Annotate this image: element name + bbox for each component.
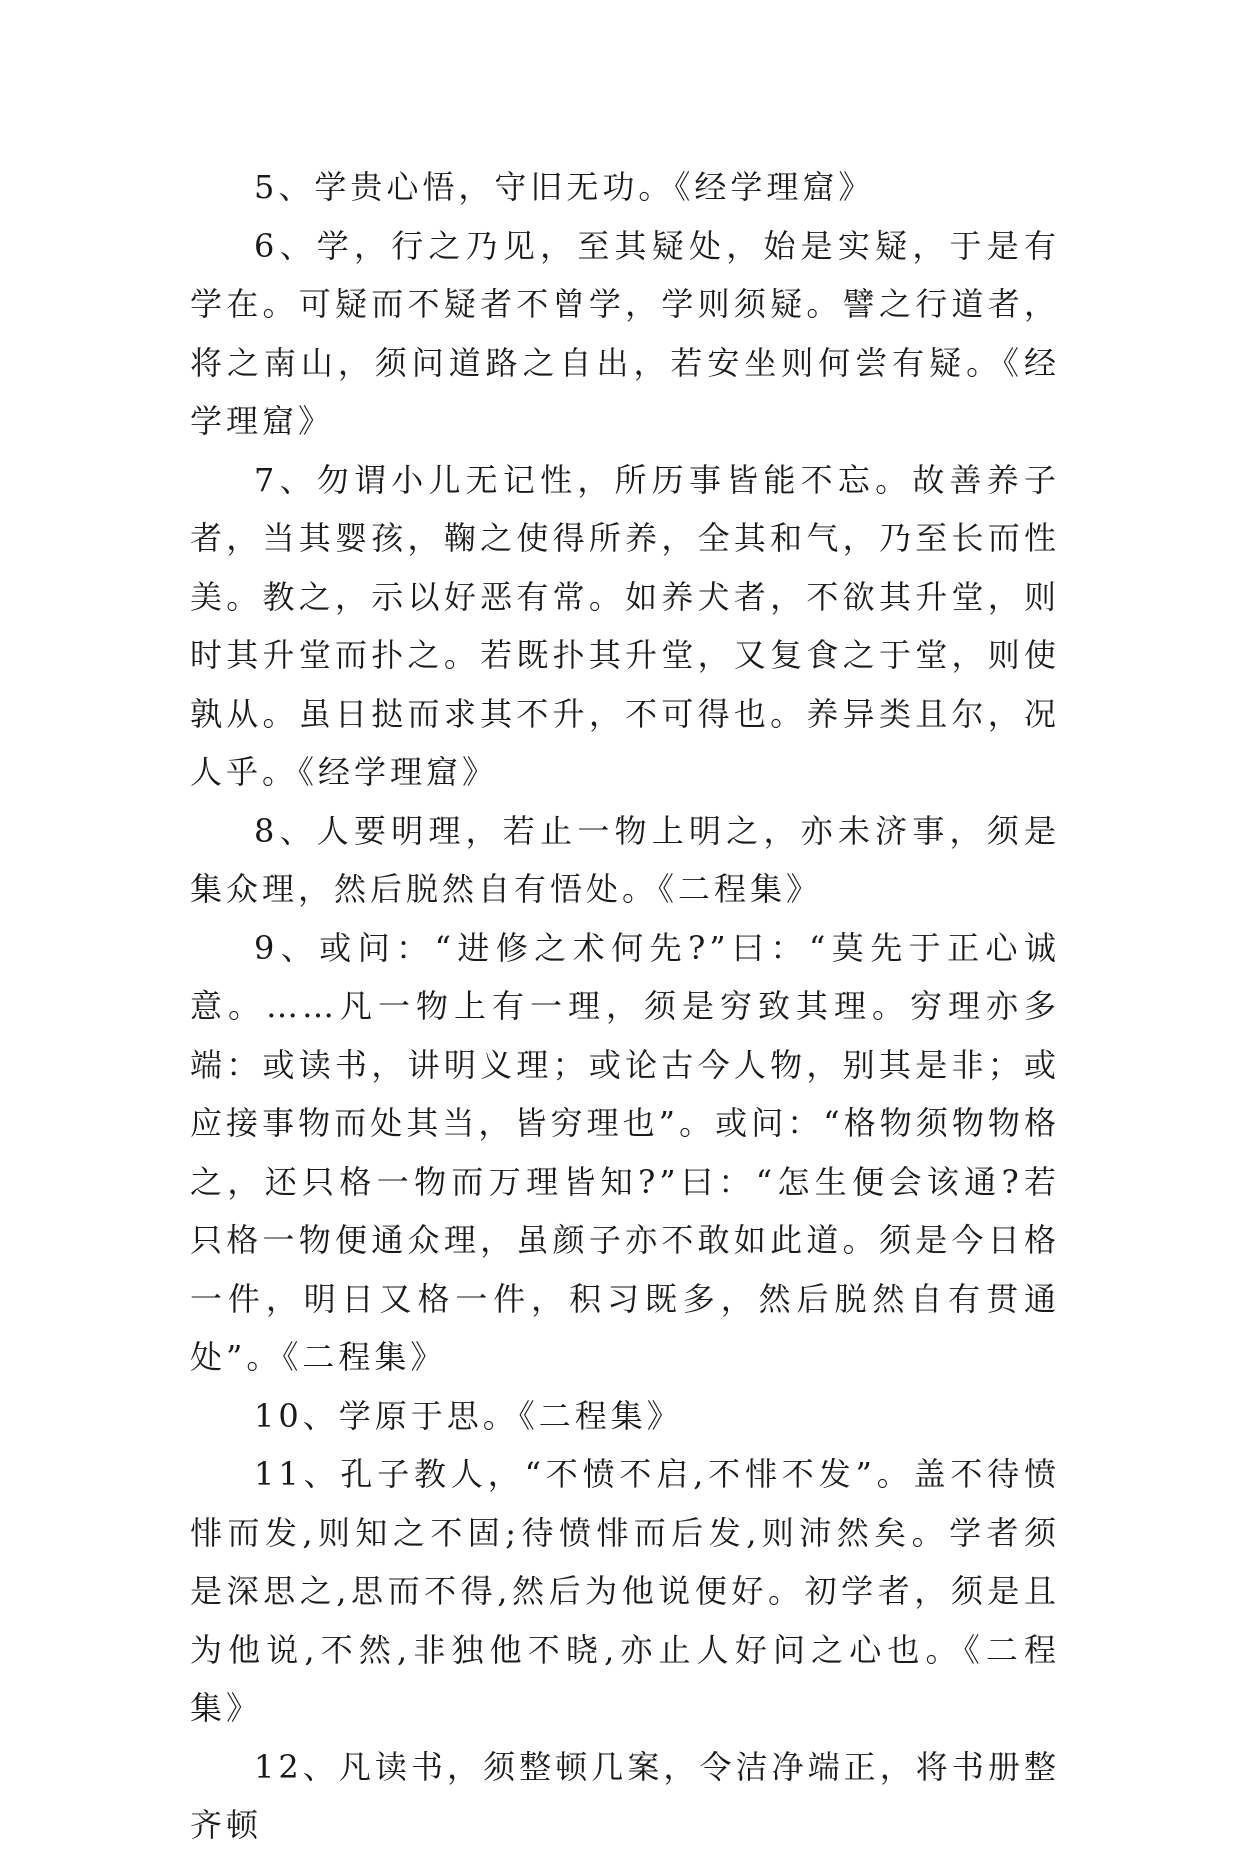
quote-paragraph-10: 10、学原于思。《二程集》	[254, 1396, 683, 1435]
quote-paragraph-5: 5、学贵心悟，守旧无功。《经学理窟》	[254, 168, 875, 206]
quote-paragraph-8: 8、人要明理，若止一物上明之，亦未济事，须是集众理，然后脱然自有悟处。《二程集》	[190, 811, 1060, 908]
quote-paragraph-9: 9、或问：“进修之术何先?”曰：“莫先于正心诚意。……凡一物上有一理，须是穷致其理。穷理亦多端：或读书，讲明义理；或论古今人物，别其是非；或应接事物而处其当，皆穷理也”。或问：“格物须物物格之，还只格一物而万理皆知?”曰：“怎生便会该通?若只格一物便通众理，虽颜子亦不敢如此道。须是今日格一件，明日又格一件，积习既多，然后脱然自有贯通处”。《二程集》	[190, 928, 1060, 1376]
quote-paragraph-6: 6、学，行之乃见，至其疑处，始是实疑，于是有学在。可疑而不疑者不曾学，学则须疑。譬之行道者，将之南山，须问道路之自出，若安坐则何尝有疑。《经学理窟》	[190, 226, 1060, 440]
document-body	[190, 158, 1060, 1855]
quote-paragraph-7: 7、勿谓小儿无记性，所历事皆能不忘。故善养子者，当其婴孩，鞠之使得所养，全其和气，乃至长而性美。教之，示以好恶有常。如养犬者，不欲其升堂，则时其升堂而扑之。若既扑其升堂，又复食之于堂，则使孰从。虽日挞而求其不升，不可得也。养异类且尔，况人乎。《经学理窟》	[190, 460, 1060, 791]
quote-paragraph-12: 12、凡读书，须整顿几案，令洁净端正，将书册整齐顿	[190, 1747, 1060, 1844]
quote-paragraph-11: 11、孔子教人，“不愤不启,不悱不发”。盖不待愤悱而发,则知之不固;待愤悱而后发,则沛然矣。学者须是深思之,思而不得,然后为他说便好。初学者，须是且为他说,不然,非独他不晓,亦止人好问之心也。《二程集》	[190, 1455, 1060, 1727]
